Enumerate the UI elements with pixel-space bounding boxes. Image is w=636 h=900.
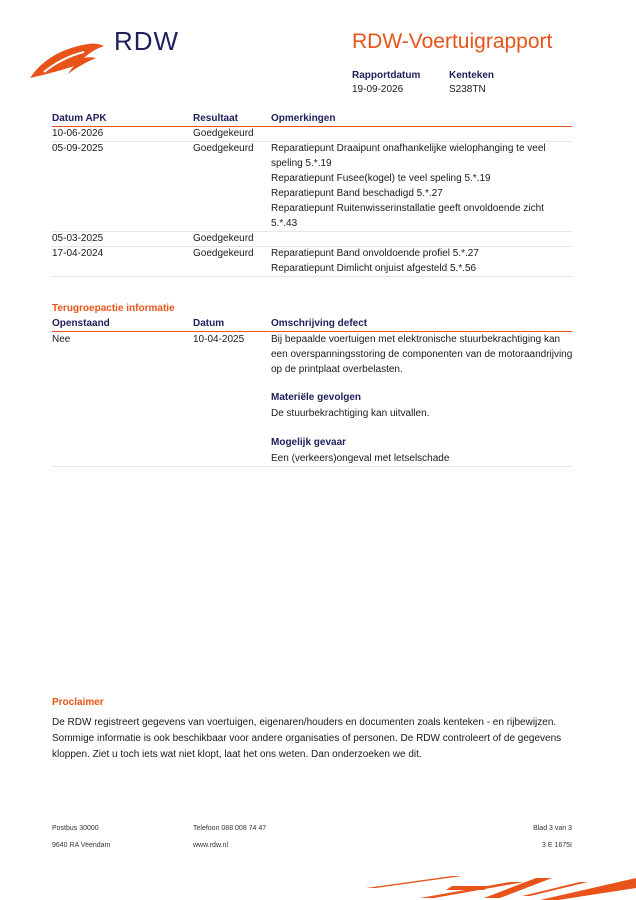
decorative-stripes-icon (360, 874, 636, 900)
remark-line: Reparatiepunt Dimlicht onjuist afgesteld 5.*.56 (271, 263, 477, 274)
table-row-date: 05-09-2025 (52, 143, 104, 154)
footer-page-number: Blad 3 van 3 (533, 825, 572, 832)
remark-line: speling 5.*.19 (271, 158, 332, 169)
proclaimer-line: kloppen. Ziet u toch iets wat niet klopt, laat het ons weten. Dan onderzoeken we dit. (52, 749, 422, 760)
footer-website-link[interactable]: www.rdw.nl (193, 842, 229, 849)
apk-header-result: Resultaat (193, 113, 239, 124)
danger-text: Een (verkeers)ongeval met letselschade (271, 453, 450, 464)
table-row-result: Goedgekeurd (193, 143, 254, 154)
row-divider (52, 466, 572, 467)
plate-value: S238TN (449, 84, 486, 95)
recall-date-value: 10-04-2025 (193, 334, 245, 345)
table-row-date: 05-03-2025 (52, 233, 104, 244)
report-date-label: Rapportdatum (352, 70, 421, 81)
row-divider (52, 231, 572, 232)
apk-header-remarks: Opmerkingen (271, 113, 336, 124)
remark-line: Reparatiepunt Fusee(kogel) te veel speling 5.*.19 (271, 173, 491, 184)
proclaimer-title: Proclaimer (52, 697, 104, 708)
table-row-result: Goedgekeurd (193, 248, 254, 259)
proclaimer-line: Sommige informatie is ook beschikbaar voor andere organisaties of personen. De RDW controleert of de gegevens (52, 733, 562, 744)
row-divider (52, 276, 572, 277)
remark-line: 5.*.43 (271, 218, 298, 229)
footer-address-line1: Postbus 30000 (52, 825, 99, 832)
report-date-value: 19-09-2026 (352, 84, 404, 95)
recall-header-description: Omschrijving defect (271, 318, 368, 329)
recall-description-line: Bij bepaalde voertuigen met elektronische stuurbekrachtiging kan (271, 334, 561, 345)
table-row-date: 10-06-2026 (52, 128, 104, 139)
remark-line: Reparatiepunt Ruitenwisserinstallatie geeft onvoldoende zicht (271, 203, 544, 214)
recall-header-date: Datum (193, 318, 225, 329)
recall-header-open: Openstaand (52, 318, 110, 329)
plate-label: Kenteken (449, 70, 495, 81)
danger-label: Mogelijk gevaar (271, 437, 347, 448)
recall-description-line: op de printplaat overbelasten. (271, 364, 403, 375)
report-title: RDW-Voertuigrapport (352, 30, 553, 53)
rdw-logo-icon (28, 38, 106, 80)
apk-header-date: Datum APK (52, 113, 107, 124)
consequences-label: Materiële gevolgen (271, 392, 362, 403)
table-row-result: Goedgekeurd (193, 128, 254, 139)
footer-phone: Telefoon 088 008 74 47 (193, 825, 267, 832)
footer-code: 3 E 1675I (542, 842, 572, 849)
remark-line: Reparatiepunt Band beschadigd 5.*.27 (271, 188, 443, 199)
proclaimer-text (52, 715, 572, 763)
logo-text: RDW (114, 26, 180, 56)
recall-title: Terugroepactie informatie (52, 303, 175, 314)
recall-description-line: een overspanningsstoring de componenten van de motoraandrijving (271, 349, 573, 360)
remark-line: Reparatiepunt Draaipunt onafhankelijke wielophanging te veel (271, 143, 546, 154)
consequences-text: De stuurbekrachtiging kan uitvallen. (271, 408, 430, 419)
table-row-date: 17-04-2024 (52, 248, 104, 259)
recall-open-value: Nee (52, 334, 71, 345)
table-row-result: Goedgekeurd (193, 233, 254, 244)
remark-line: Reparatiepunt Band onvoldoende profiel 5.*.27 (271, 248, 479, 259)
proclaimer-line: De RDW registreert gegevens van voertuigen, eigenaren/houders en documenten zoals kenteken - en rijbewijzen. (52, 717, 557, 728)
header-divider (52, 126, 572, 127)
footer-address-line2: 9640 RA Veendam (52, 842, 111, 849)
